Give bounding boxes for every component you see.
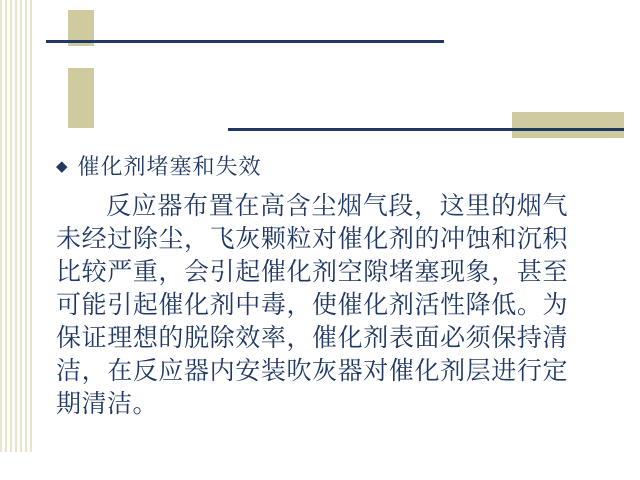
bullet-heading-text: 催化剂堵塞和失效 (77, 154, 262, 179)
left-stripe-decoration (0, 0, 34, 480)
decor-block-right (512, 112, 624, 138)
divider-middle (228, 128, 624, 131)
diamond-bullet-icon: ◆ (56, 159, 68, 175)
slide-content (56, 152, 576, 421)
bullet-item (56, 152, 576, 182)
decor-block-top-left-lower (68, 68, 94, 128)
body-paragraph: 反应器布置在高含尘烟气段，这里的烟气未经过除尘，飞灰颗粒对催化剂的冲蚀和沉积比较严重，会引起催化剂空隙堵塞现象，甚至可能引起催化剂中毒，使催化剂活性降低。为保证理想的脱除效率，催化剂表面必须保持清洁，在反应器内安装吹灰器对催化剂层进行定期清洁。 (56, 193, 568, 418)
decor-block-bottom-left (0, 452, 34, 480)
divider-top (46, 40, 444, 43)
